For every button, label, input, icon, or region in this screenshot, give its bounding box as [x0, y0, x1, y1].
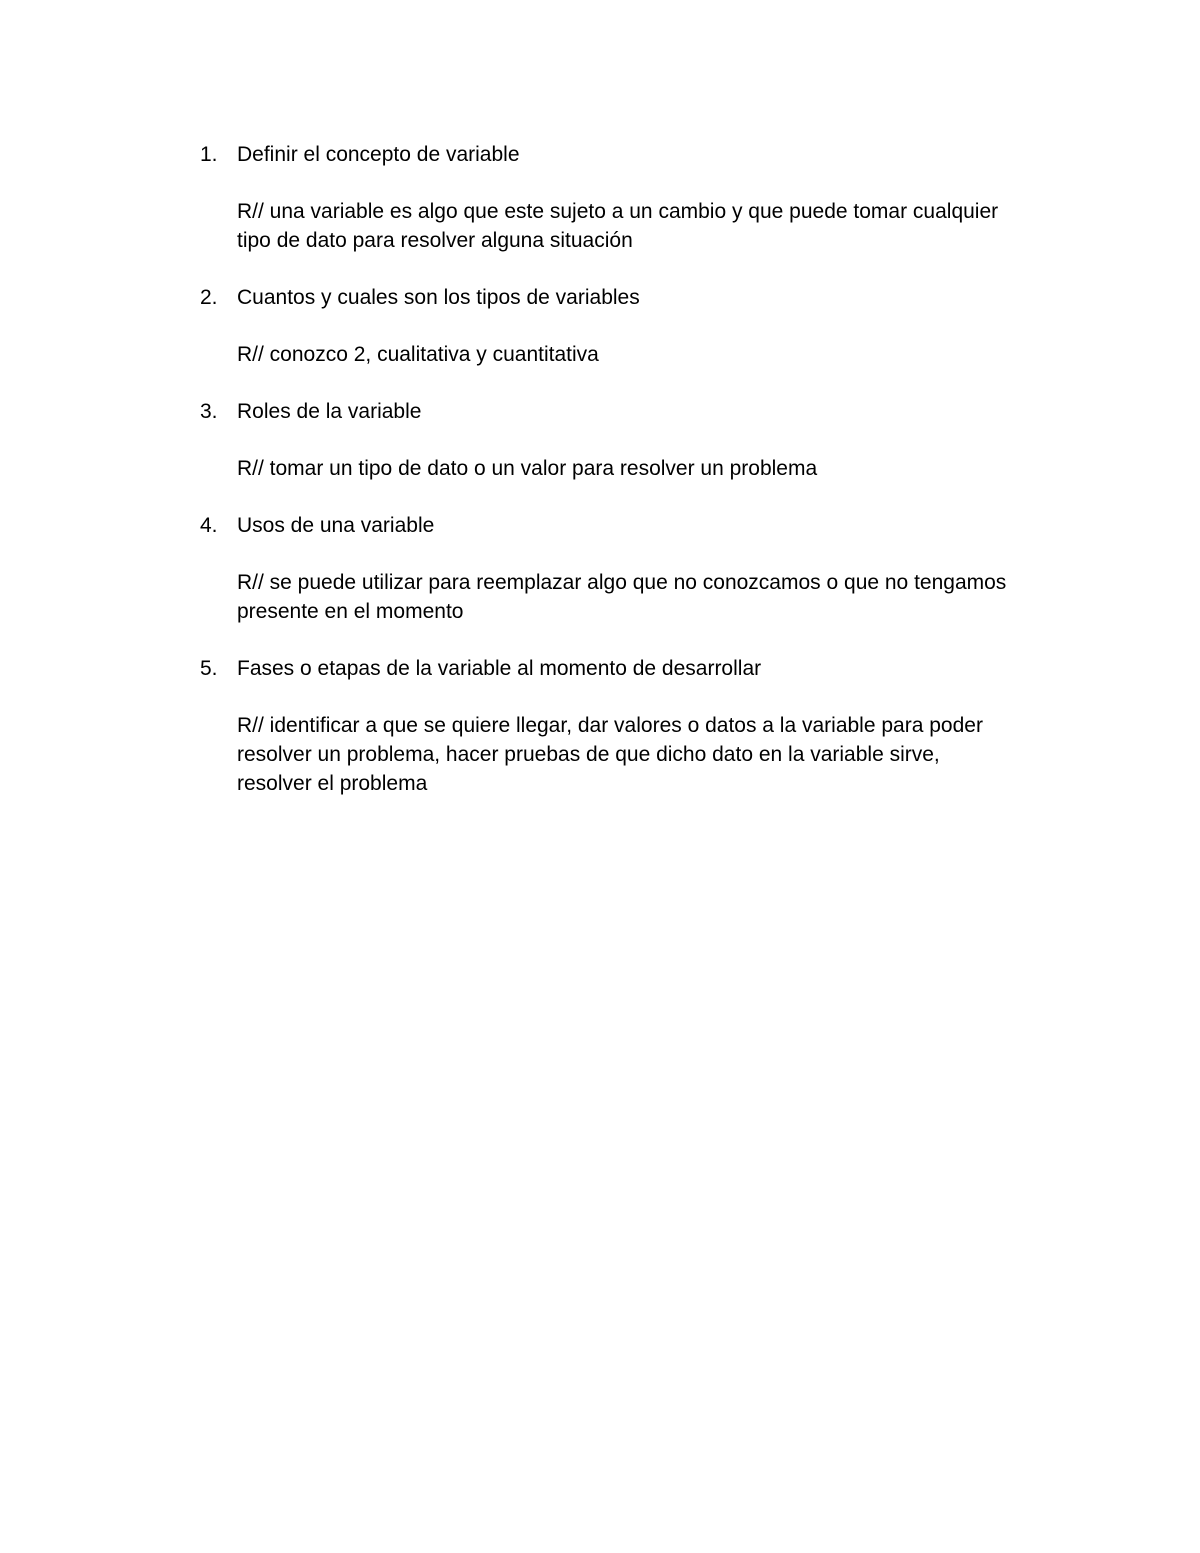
question-text: Cuantos y cuales son los tipos de variables — [237, 286, 640, 309]
list-item — [200, 283, 1040, 369]
list-item — [200, 511, 1040, 626]
list-item — [200, 397, 1040, 483]
question-text: Definir el concepto de variable — [237, 143, 520, 166]
answer-text: R// identificar a que se quiere llegar, dar valores o datos a la variable para poder resolver un problema, hacer pruebas de que dicho dato en la variable sirve, resolver el problema — [237, 714, 983, 795]
question-text: Fases o etapas de la variable al momento de desarrollar — [237, 657, 762, 680]
question-number: 2. — [200, 286, 218, 309]
question-number: 5. — [200, 657, 218, 680]
question-number: 3. — [200, 400, 218, 423]
answer-text: R// tomar un tipo de dato o un valor para resolver un problema — [237, 457, 818, 480]
question-text: Usos de una variable — [237, 514, 435, 537]
question-number: 4. — [200, 514, 218, 537]
answer-text: R// una variable es algo que este sujeto a un cambio y que puede tomar cualquier tipo de dato para resolver alguna situación — [237, 200, 999, 252]
question-text: Roles de la variable — [237, 400, 422, 423]
question-number: 1. — [200, 143, 218, 166]
list-item — [200, 140, 1040, 255]
answer-text: R// conozco 2, cualitativa y cuantitativa — [237, 343, 599, 366]
answer-text: R// se puede utilizar para reemplazar algo que no conozcamos o que no tengamos presente en el momento — [237, 571, 1007, 623]
question-list — [200, 140, 1040, 826]
list-item — [200, 654, 1040, 798]
